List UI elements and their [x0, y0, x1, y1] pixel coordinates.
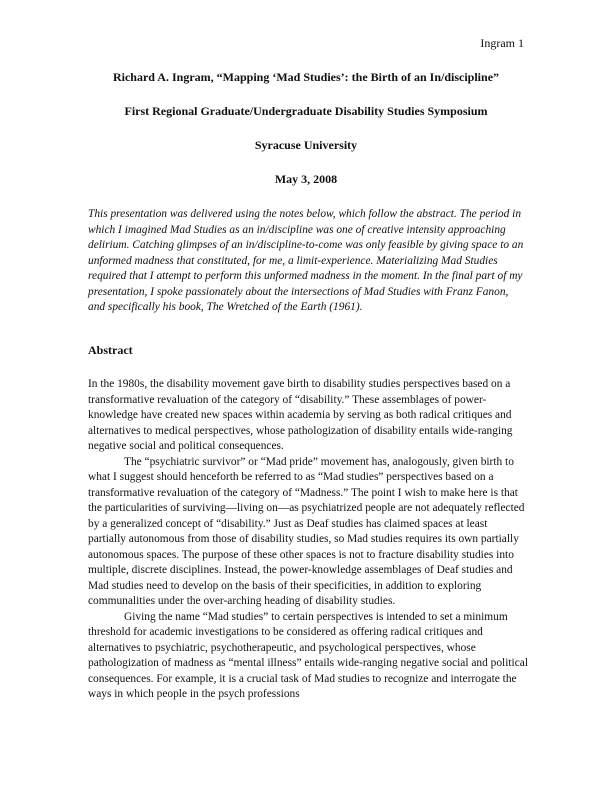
paper-title: Richard A. Ingram, “Mapping ‘Mad Studies’: the Birth of an In/discipline” [112, 70, 500, 84]
title-block [88, 70, 524, 189]
date: May 3, 2008 [274, 172, 338, 186]
institution: Syracuse University [254, 138, 358, 152]
presentation-note: This presentation was delivered using the notes below, which follow the abstract. The period in which I imagined Mad Studies as an in/discipline was one of creative intensity approaching delirium. Catching glimpses of an in/discipline-to-come was only feasible by giving space to an unformed madness that constituted, for me, a limit-experience. Materializing Mad Studies required that I attempt to perform this unformed madness in the moment. In the final part of my presentation, I spoke passionately about the intersections of Mad Studies with Franz Fanon, and specifically his book, The Wretched of the Earth (1961). [88, 208, 524, 313]
page-number: Ingram 1 [480, 36, 524, 50]
abstract-body [88, 377, 528, 703]
abstract-paragraph: The “psychiatric survivor” or “Mad pride” movement has, analogously, given birth to what I suggest should henceforth be referred to as “Mad studies” perspectives based on a transformative revaluation of the category of “Madness.” The point I wish to make here is that the particularities of surviving—living on—as psychiatrized people are not adequately reflected by a generalized concept of “disability.” Just as Deaf studies has claimed spaces at least partially autonomous from those of disability studies, so Mad studies requires its own partially autonomous spaces. The purpose of these other spaces is not to fracture disability studies into multiple, discrete disciplines. Instead, the power-knowledge assemblages of Deaf studies and Mad studies need to develop on the basis of their specificities, in addition to exploring communalities under the over-arching heading of disability studies. [88, 455, 525, 607]
abstract-paragraph: In the 1980s, the disability movement gave birth to disability studies perspectives based on a transformative revaluation of the category of “disability.” These assemblages of power-knowledge have created new spaces within academia by serving as both radical critiques and alternatives to medical perspectives, whose pathologization of disability entails wide-ranging negative social and political consequences. [88, 378, 513, 452]
event-name: First Regional Graduate/Undergraduate Disability Studies Symposium [124, 104, 488, 118]
abstract-heading: Abstract [88, 343, 133, 357]
abstract-paragraph: Giving the name “Mad studies” to certain perspectives is intended to set a minimum threshold for academic investigations to be considered as offering radical critiques and alternatives to psychiatric, psychotherapeutic, and psychological perspectives, whose pathologization of madness as “mental illness” entails wide-ranging negative social and political consequences. For example, it is a crucial task of Mad studies to recognize and interrogate the ways in which people in the psych professions [88, 610, 528, 700]
